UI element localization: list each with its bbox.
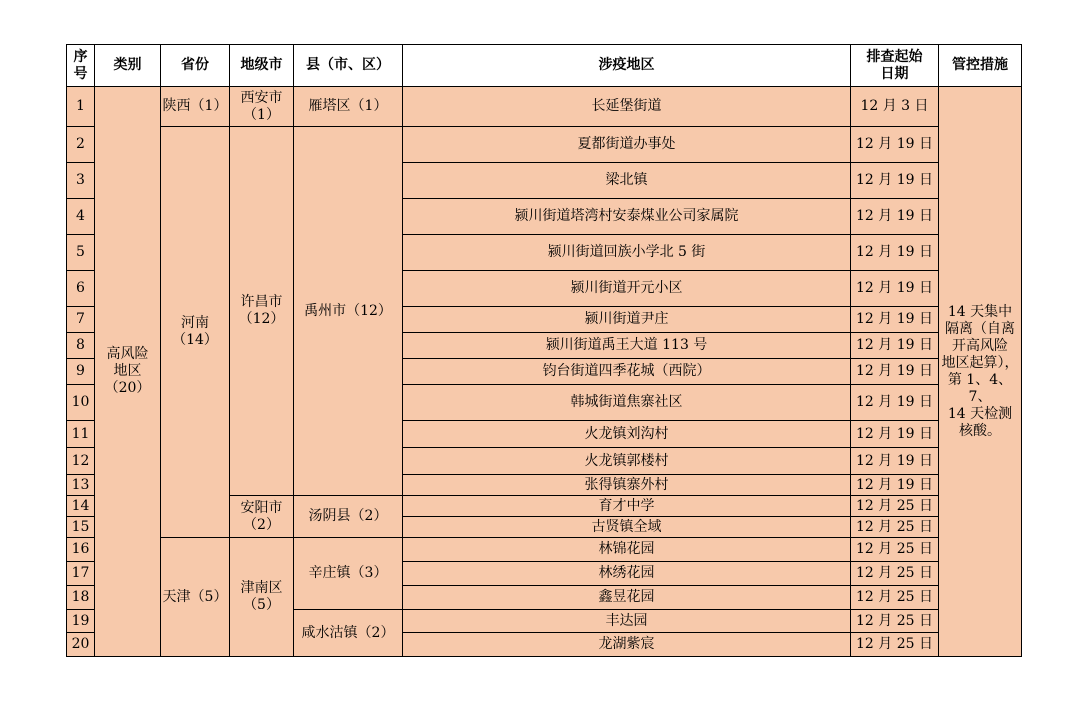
area-cell: 夏都街道办事处 bbox=[403, 127, 851, 163]
measures-cell bbox=[939, 87, 1022, 657]
date-cell: 12 月 19 日 bbox=[851, 333, 939, 359]
seq-cell: 15 bbox=[67, 517, 95, 538]
date-cell: 12 月 19 日 bbox=[851, 271, 939, 307]
measures-line: 隔离（自离 bbox=[945, 320, 1015, 337]
measures-line: 核酸。 bbox=[959, 422, 1001, 439]
area-cell: 育才中学 bbox=[403, 496, 851, 517]
seq-cell: 14 bbox=[67, 496, 95, 517]
province-cell bbox=[161, 127, 230, 538]
area-cell: 丰达园 bbox=[403, 610, 851, 633]
date-cell: 12 月 25 日 bbox=[851, 517, 939, 538]
header-start-date bbox=[851, 45, 939, 87]
measures-line: 14 天检测 bbox=[947, 405, 1013, 422]
category-line: 地区 bbox=[113, 363, 142, 379]
category-line: （20） bbox=[104, 380, 151, 396]
city-cell bbox=[230, 496, 294, 538]
city-line: 津南区 bbox=[240, 580, 283, 596]
area-cell: 颍川街道禹王大道 113 号 bbox=[403, 333, 851, 359]
category-cell bbox=[95, 87, 161, 657]
county-cell bbox=[294, 496, 403, 538]
header-seq-line: 序 bbox=[73, 48, 88, 65]
date-cell: 12 月 19 日 bbox=[851, 385, 939, 421]
date-cell: 12 月 19 日 bbox=[851, 199, 939, 235]
seq-cell: 12 bbox=[67, 448, 95, 475]
measures-line: 地区起算）， bbox=[941, 354, 1019, 371]
seq-cell: 11 bbox=[67, 421, 95, 448]
seq-cell: 6 bbox=[67, 271, 95, 307]
date-cell: 12 月 25 日 bbox=[851, 610, 939, 633]
area-cell: 林绣花园 bbox=[403, 562, 851, 586]
seq-cell: 4 bbox=[67, 199, 95, 235]
city-cell bbox=[230, 538, 294, 657]
date-cell: 12 月 19 日 bbox=[851, 359, 939, 385]
date-cell: 12 月 19 日 bbox=[851, 127, 939, 163]
date-cell: 12 月 19 日 bbox=[851, 307, 939, 333]
seq-cell: 10 bbox=[67, 385, 95, 421]
table-row bbox=[67, 538, 1022, 562]
date-cell: 12 月 25 日 bbox=[851, 538, 939, 562]
area-cell: 钧台街道四季花城（西院） bbox=[403, 359, 851, 385]
date-cell: 12 月 19 日 bbox=[851, 475, 939, 496]
header-measures: 管控措施 bbox=[939, 45, 1022, 87]
county-line: 雁塔区（1） bbox=[308, 98, 388, 114]
county-line: 辛庄镇（3） bbox=[308, 565, 388, 581]
county-cell bbox=[294, 538, 403, 610]
header-county: 县（市、区） bbox=[294, 45, 403, 87]
area-cell: 火龙镇郭楼村 bbox=[403, 448, 851, 475]
city-line: 西安市 bbox=[240, 89, 283, 106]
province-line: 陕西（1） bbox=[162, 98, 228, 114]
seq-cell: 19 bbox=[67, 610, 95, 633]
header-seq-line: 号 bbox=[73, 65, 88, 82]
area-cell: 韩城街道焦寨社区 bbox=[403, 385, 851, 421]
seq-cell: 20 bbox=[67, 633, 95, 657]
area-cell: 颍川街道塔湾村安泰煤业公司家属院 bbox=[403, 199, 851, 235]
city-line: （1） bbox=[243, 106, 280, 123]
county-line: 禹州市（12） bbox=[304, 302, 392, 319]
area-cell: 张得镇寨外村 bbox=[403, 475, 851, 496]
seq-cell: 13 bbox=[67, 475, 95, 496]
table-row bbox=[67, 87, 1022, 127]
table-row bbox=[67, 127, 1022, 163]
area-cell: 龙湖紫宸 bbox=[403, 633, 851, 657]
county-line: 咸水沽镇（2） bbox=[301, 624, 395, 641]
seq-cell: 7 bbox=[67, 307, 95, 333]
county-cell bbox=[294, 127, 403, 496]
risk-area-table bbox=[66, 44, 1022, 657]
header-row bbox=[67, 45, 1022, 87]
city-line: （2） bbox=[243, 516, 280, 533]
header-province: 省份 bbox=[161, 45, 230, 87]
county-line: 汤阴县（2） bbox=[308, 508, 388, 524]
measures-line: 开高风险 bbox=[952, 337, 1008, 354]
city-cell bbox=[230, 87, 294, 127]
area-cell: 梁北镇 bbox=[403, 163, 851, 199]
header-seq bbox=[67, 45, 95, 87]
header-city: 地级市 bbox=[230, 45, 294, 87]
seq-cell: 18 bbox=[67, 586, 95, 610]
area-cell: 长延堡街道 bbox=[403, 87, 851, 127]
date-cell: 12 月 3 日 bbox=[851, 87, 939, 127]
measures-line: 第 1、4、7、 bbox=[947, 371, 1013, 405]
city-line: （12） bbox=[238, 311, 285, 327]
header-category: 类别 bbox=[95, 45, 161, 87]
date-cell: 12 月 25 日 bbox=[851, 586, 939, 610]
province-cell bbox=[161, 87, 230, 127]
city-line: 许昌市 bbox=[240, 294, 283, 310]
header-start-date-line: 日期 bbox=[880, 65, 909, 82]
date-cell: 12 月 25 日 bbox=[851, 496, 939, 517]
seq-cell: 8 bbox=[67, 333, 95, 359]
seq-cell: 3 bbox=[67, 163, 95, 199]
city-cell bbox=[230, 127, 294, 496]
measures-line: 14 天集中 bbox=[947, 303, 1013, 320]
area-cell: 鑫昱花园 bbox=[403, 586, 851, 610]
province-line: （14） bbox=[172, 332, 218, 348]
seq-cell: 5 bbox=[67, 235, 95, 271]
seq-cell: 1 bbox=[67, 87, 95, 127]
area-cell: 颍川街道回族小学北 5 街 bbox=[403, 235, 851, 271]
date-cell: 12 月 25 日 bbox=[851, 562, 939, 586]
date-cell: 12 月 19 日 bbox=[851, 421, 939, 448]
city-line: 安阳市 bbox=[240, 499, 283, 516]
county-cell bbox=[294, 610, 403, 657]
date-cell: 12 月 19 日 bbox=[851, 235, 939, 271]
area-cell: 古贤镇全域 bbox=[403, 517, 851, 538]
date-cell: 12 月 19 日 bbox=[851, 448, 939, 475]
header-area: 涉疫地区 bbox=[403, 45, 851, 87]
seq-cell: 2 bbox=[67, 127, 95, 163]
province-line: 天津（5） bbox=[162, 588, 228, 605]
area-cell: 林锦花园 bbox=[403, 538, 851, 562]
date-cell: 12 月 19 日 bbox=[851, 163, 939, 199]
date-cell: 12 月 25 日 bbox=[851, 633, 939, 657]
county-cell bbox=[294, 87, 403, 127]
city-line: （5） bbox=[243, 597, 280, 613]
header-start-date-line: 排查起始 bbox=[866, 48, 923, 65]
category-line: 高风险 bbox=[106, 346, 149, 362]
province-cell bbox=[161, 538, 230, 657]
area-cell: 火龙镇刘沟村 bbox=[403, 421, 851, 448]
area-cell: 颍川街道尹庄 bbox=[403, 307, 851, 333]
seq-cell: 17 bbox=[67, 562, 95, 586]
province-line: 河南 bbox=[181, 315, 209, 331]
seq-cell: 9 bbox=[67, 359, 95, 385]
area-cell: 颍川街道开元小区 bbox=[403, 271, 851, 307]
seq-cell: 16 bbox=[67, 538, 95, 562]
